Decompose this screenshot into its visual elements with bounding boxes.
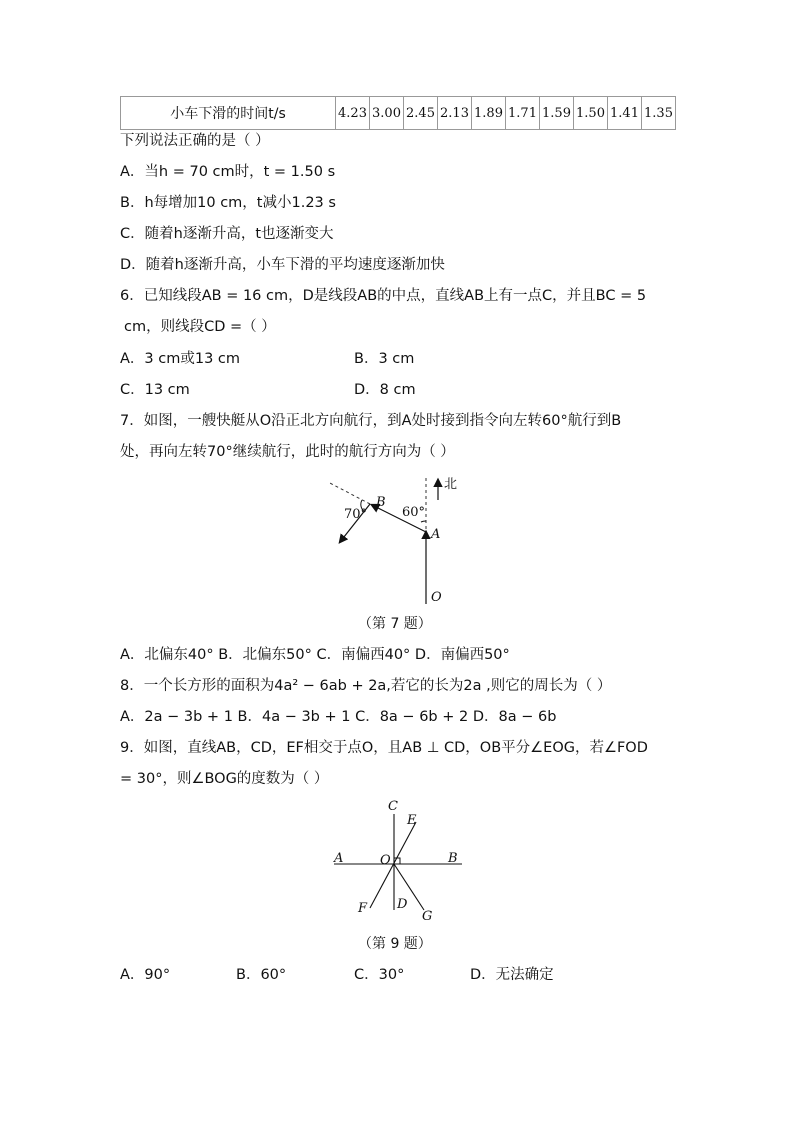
q9-option-d: D．无法确定 bbox=[470, 967, 554, 983]
q5-option-b: B．h每增加10 cm，t减小1.23 s bbox=[120, 195, 336, 211]
table-cell: 2.45 bbox=[404, 97, 438, 130]
q6-stem-line2: cm，则线段CD =（ ） bbox=[124, 319, 276, 335]
point-label-e: E bbox=[407, 813, 417, 828]
q9-option-a: A．90° bbox=[120, 967, 171, 983]
table-cell: 1.71 bbox=[506, 97, 540, 130]
table-row bbox=[121, 97, 676, 130]
angle-label-70: 70° bbox=[344, 507, 368, 522]
q5-stem: 下列说法正确的是（ ） bbox=[120, 133, 270, 149]
q6-option-b: B．3 cm bbox=[354, 351, 415, 367]
table-cell: 3.00 bbox=[370, 97, 404, 130]
table-cell: 2.13 bbox=[438, 97, 472, 130]
angle-label-60: 60° bbox=[402, 505, 426, 520]
table-cell: 4.23 bbox=[336, 97, 370, 130]
point-label-g: G bbox=[422, 909, 433, 924]
table-cell: 1.35 bbox=[642, 97, 676, 130]
point-label-f: F bbox=[358, 901, 368, 916]
q7-options: A．北偏东40° B．北偏东50° C．南偏西40° D．南偏西50° bbox=[120, 647, 510, 663]
q7-stem-line2: 处，再向左转70°继续航行，此时的航行方向为（ ） bbox=[120, 444, 455, 460]
line-ef bbox=[370, 822, 416, 908]
point-label-d: D bbox=[397, 897, 408, 912]
north-label: 北 bbox=[444, 477, 458, 492]
point-label-b: B bbox=[448, 851, 458, 866]
q8-options: A．2a − 3b + 1 B．4a − 3b + 1 C．8a − 6b + 2 D．8a − 6b bbox=[120, 709, 557, 725]
q7-caption: （第 7 题） bbox=[358, 616, 432, 632]
q9-option-b: B．60° bbox=[236, 967, 287, 983]
q9-caption: （第 9 题） bbox=[358, 936, 432, 952]
table-cell: 1.41 bbox=[608, 97, 642, 130]
table-row-label: 小车下滑的时间t/s bbox=[121, 97, 336, 130]
table-cell: 1.59 bbox=[540, 97, 574, 130]
point-label-o: O bbox=[380, 853, 391, 868]
q5-option-c: C．随着h逐渐升高，t也逐渐变大 bbox=[120, 226, 334, 242]
q9-option-c: C．30° bbox=[354, 967, 405, 983]
q9-stem-line1: 9．如图，直线AB，CD，EF相交于点O，且AB ⊥ CD，OB平分∠EOG，若∠FOD bbox=[120, 740, 648, 756]
point-label-o: O bbox=[431, 590, 442, 605]
point-label-a: A bbox=[431, 527, 441, 542]
q6-option-a: A．3 cm或13 cm bbox=[120, 351, 241, 367]
q6-stem-line1: 6．已知线段AB = 16 cm，D是线段AB的中点，直线AB上有一点C，并且BC = 5 bbox=[120, 288, 647, 304]
time-table bbox=[120, 96, 676, 130]
q5-option-d: D．随着h逐渐升高，小车下滑的平均速度逐渐加快 bbox=[120, 257, 445, 273]
q5-option-a: A．当h = 70 cm时，t = 1.50 s bbox=[120, 164, 336, 180]
point-label-b: B bbox=[376, 495, 386, 510]
q9-figure bbox=[328, 796, 468, 926]
angle-arc-60 bbox=[421, 521, 426, 522]
q7-stem-line1: 7．如图，一艘快艇从O沿正北方向航行，到A处时接到指令向左转60°航行到B bbox=[120, 413, 622, 429]
point-label-a: A bbox=[334, 851, 344, 866]
extension-dashed-line bbox=[328, 482, 370, 504]
q9-stem-line2: = 30°，则∠BOG的度数为（ ） bbox=[120, 771, 329, 787]
point-label-c: C bbox=[388, 799, 398, 814]
q6-option-d: D．8 cm bbox=[354, 382, 416, 398]
table-cell: 1.89 bbox=[472, 97, 506, 130]
q7-figure bbox=[320, 470, 480, 610]
table-cell: 1.50 bbox=[574, 97, 608, 130]
q6-option-c: C．13 cm bbox=[120, 382, 190, 398]
q8-stem: 8．一个长方形的面积为4a² − 6ab + 2a,若它的长为2a ,则它的周长为（ ） bbox=[120, 678, 612, 694]
